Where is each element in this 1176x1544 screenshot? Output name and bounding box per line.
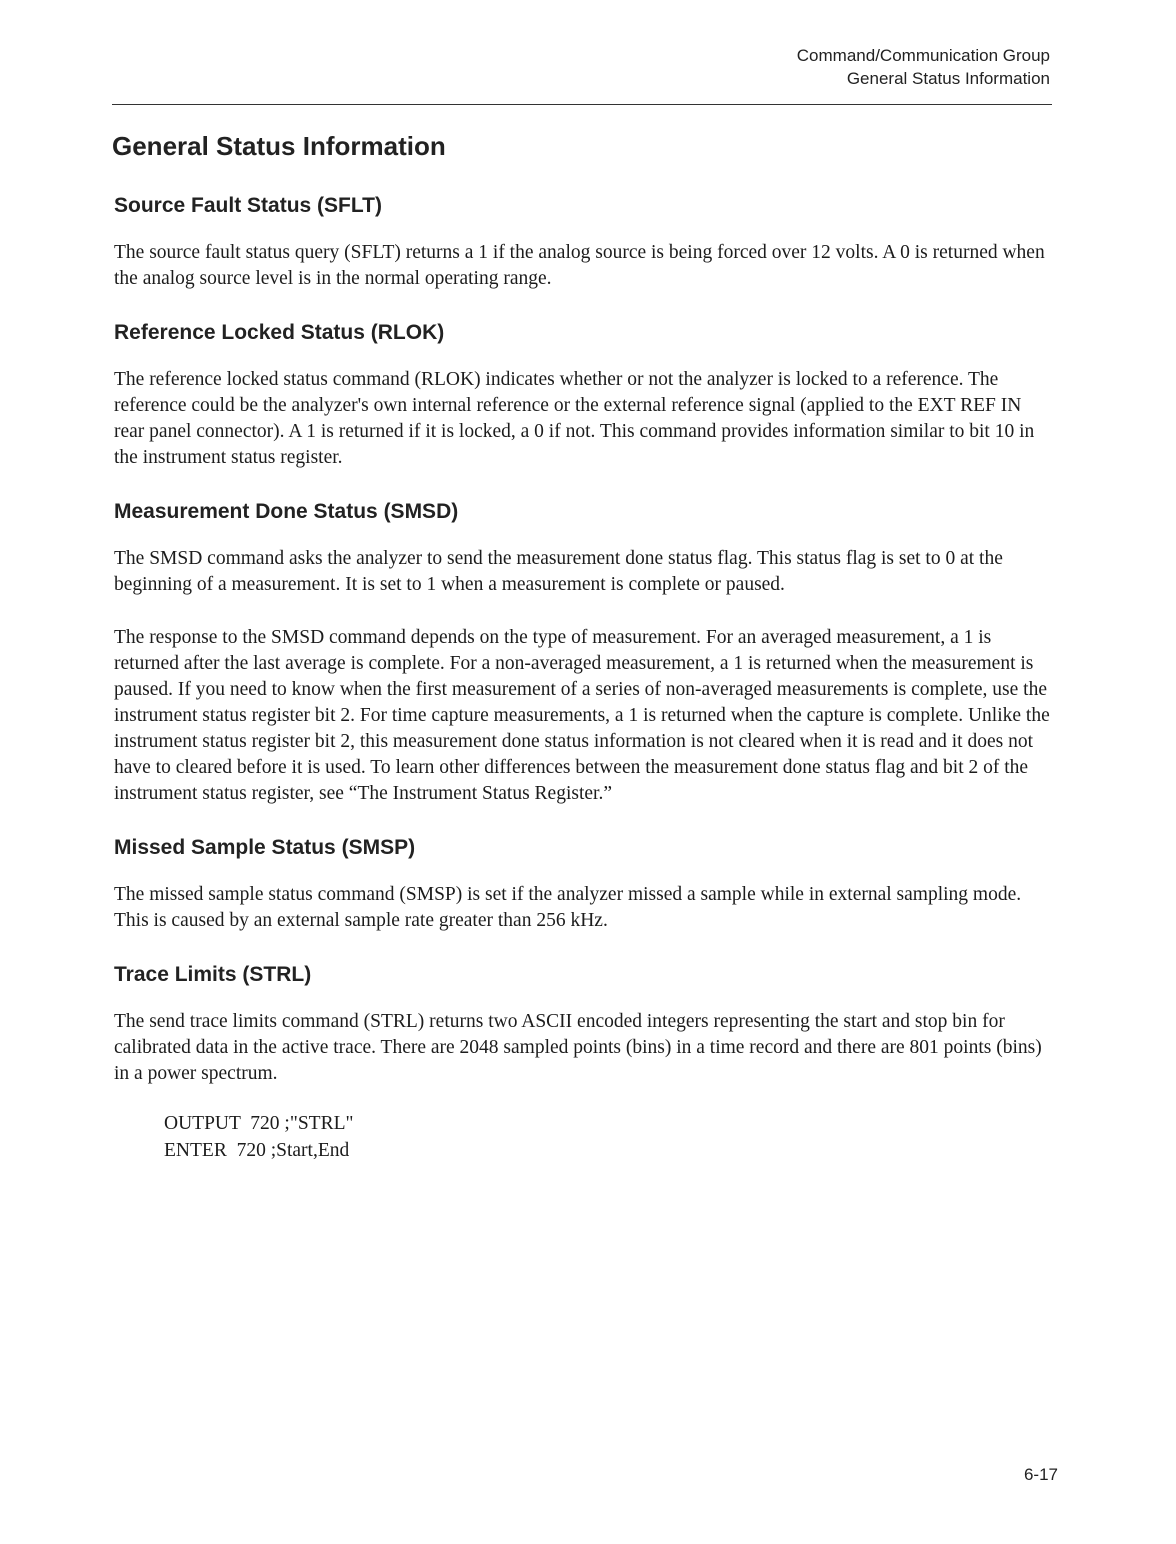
section-rlok xyxy=(112,319,1052,471)
page-number: 6-17 xyxy=(1023,1465,1058,1484)
section-paragraph: The reference locked status command (RLOK) indicates whether or not the analyzer is locked to a reference. The reference could be the analyzer's own internal reference or the external reference signal (applied to the EXT REF IN rear panel connector). A 1 is returned if it is locked, a 0 if not. This command provides information similar to bit 10 in the instrument status register. xyxy=(114,369,1035,468)
section-heading: Reference Locked Status (RLOK) xyxy=(114,321,445,344)
main-content xyxy=(112,126,1052,1164)
running-header xyxy=(797,44,1050,90)
section-paragraph: The SMSD command asks the analyzer to send the measurement done status flag. This status flag is set to 0 at the beginning of a measurement. It is set to 1 when a measurement is complete or paused. xyxy=(114,548,1003,595)
section-paragraph: The response to the SMSD command depends on the type of measurement. For an averaged measurement, a 1 is returned after the last average is complete. For a non-averaged measurement, a 1 is returned when the measurement is paused. If you need to know when the first measurement of a series of non-averaged measurements is complete, use the instrument status register bit 2. For time capture measurements, a 1 is returned when the capture is complete. Unlike the instrument status register bit 2, this measurement done status information is not cleared when it is read and it does not have to cleared before it is used. To learn other differences between the measurement done status flag and bit 2 of the instrument status register, see “The Instrument Status Register.” xyxy=(114,627,1050,804)
code-example xyxy=(164,1110,1052,1164)
section-heading: Missed Sample Status (SMSP) xyxy=(114,836,416,859)
section-heading: Source Fault Status (SFLT) xyxy=(114,194,382,217)
section-heading: Measurement Done Status (SMSD) xyxy=(114,500,459,523)
header-section: General Status Information xyxy=(846,69,1050,88)
section-paragraph: The missed sample status command (SMSP) is set if the analyzer missed a sample while in external sampling mode. This is caused by an external sample rate greater than 256 kHz. xyxy=(114,884,1022,931)
section-sflt xyxy=(112,192,1052,292)
header-group: Command/Communication Group xyxy=(796,46,1050,65)
section-strl xyxy=(112,961,1052,1164)
page-title: General Status Information xyxy=(112,131,446,161)
section-heading: Trace Limits (STRL) xyxy=(114,963,312,986)
section-smsp xyxy=(112,834,1052,934)
section-paragraph: The send trace limits command (STRL) returns two ASCII encoded integers representing the start and stop bin for calibrated data in the active trace. There are 2048 sampled points (bins) in a time record and there are 801 points (bins) in a power spectrum. xyxy=(114,1011,1042,1084)
section-paragraph: The source fault status query (SFLT) returns a 1 if the analog source is being forced over 12 volts. A 0 is returned when the analog source level is in the normal operating range. xyxy=(114,242,1045,289)
code-line: ENTER 720 ;Start,End xyxy=(164,1140,350,1161)
code-line: OUTPUT 720 ;"STRL" xyxy=(164,1113,354,1134)
section-smsd xyxy=(112,498,1052,807)
header-rule xyxy=(112,104,1052,105)
